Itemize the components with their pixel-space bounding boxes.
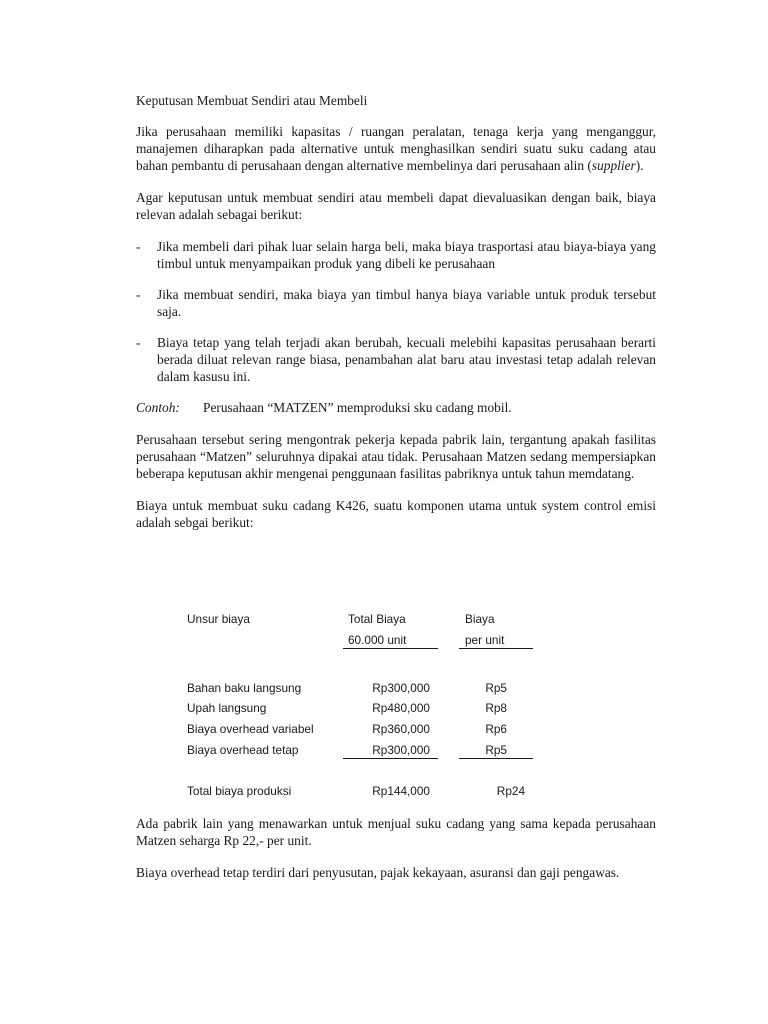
subtotal-rule-per-unit <box>459 758 533 759</box>
paragraph-fixed-overhead: Biaya overhead tetap terdiri dari penyusutan, pajak kekayaan, asuransi dan gaji pengawas. <box>136 865 620 880</box>
paragraph-offer: Ada pabrik lain yang menawarkan untuk menjual suku cadang yang sama kepada perusahaan Matzen seharga Rp 22,- per unit. <box>136 816 656 848</box>
list-item: - Jika membuat sendiri, maka biaya yan timbul hanya biaya variable untuk produk tersebut saja. <box>136 286 656 320</box>
document-body <box>136 92 656 546</box>
supplier-term: supplier <box>591 158 636 173</box>
paragraph-cost-intro: Biaya untuk membuat suku cadang K426, suatu komponen utama untuk system control emisi adalah sebgai berikut: <box>136 498 656 530</box>
table-total-row: Total biaya produksi Rp144,000 Rp24 <box>187 784 525 798</box>
table-row: Biaya overhead tetap Rp300,000 Rp5 <box>187 743 507 757</box>
header-underline-per-unit <box>459 648 533 649</box>
example-line <box>136 399 656 416</box>
header-unit-cost: Biaya <box>465 612 495 626</box>
table-row: Bahan baku langsung Rp300,000 Rp5 <box>187 681 507 695</box>
header-per-unit: per unit <box>465 633 505 647</box>
example-text: Perusahaan “MATZEN” memproduksi sku cadang mobil. <box>203 400 512 415</box>
paragraph-intro: Jika perusahaan memiliki kapasitas / ruangan peralatan, tenaga kerja yang menganggur, manajemen diharapkan pada alternative untuk menghasilkan sendiri suatu suku cadang atau bahan pembantu di perusahaan dengan alternative membelinya dari perusahaan alin (supplier). <box>136 124 656 173</box>
table-row: Biaya overhead variabel Rp360,000 Rp6 <box>187 722 507 736</box>
example-label: Contoh: <box>136 400 180 415</box>
header-cost-item: Unsur biaya <box>187 612 250 626</box>
paragraph-company: Perusahaan tersebut sering mengontrak pekerja kepada pabrik lain, tergantung apakah fasilitas perusahaan “Matzen” seluruhnya dipakai atau tidak. Perusahaan Matzen sedang mempersiapkan beberapa keputusan akhir mengenai penggunaan fasilitas pabriknya untuk tahun memdatang. <box>136 432 656 481</box>
document-title: Keputusan Membuat Sendiri atau Membeli <box>136 93 368 108</box>
list-item: - Biaya tetap yang telah terjadi akan berubah, kecuali melebihi kapasitas perusahaan berarti berada diluat relevan range biasa, penambahan alat baru atau investasi tetap adalah relevan dalam kasusu ini. <box>136 334 656 385</box>
document-body-lower <box>136 815 656 896</box>
header-underline-total <box>343 648 438 649</box>
list-item: - Jika membeli dari pihak luar selain harga beli, maka biaya trasportasi atau biaya-biaya yang timbul untuk menyampaikan produk yang dibeli ke perusahaan <box>136 238 656 272</box>
subtotal-rule-total <box>343 758 438 759</box>
relevant-cost-list <box>136 238 656 385</box>
paragraph-relevant-costs: Agar keputusan untuk membuat sendiri atau membeli dapat dievaluasikan dengan baik, biaya relevan adalah sebagai berikut: <box>136 190 656 222</box>
header-total-units: 60.000 unit <box>348 633 407 647</box>
table-row: Upah langsung Rp480,000 Rp8 <box>187 701 507 715</box>
header-total-cost: Total Biaya <box>348 612 406 626</box>
